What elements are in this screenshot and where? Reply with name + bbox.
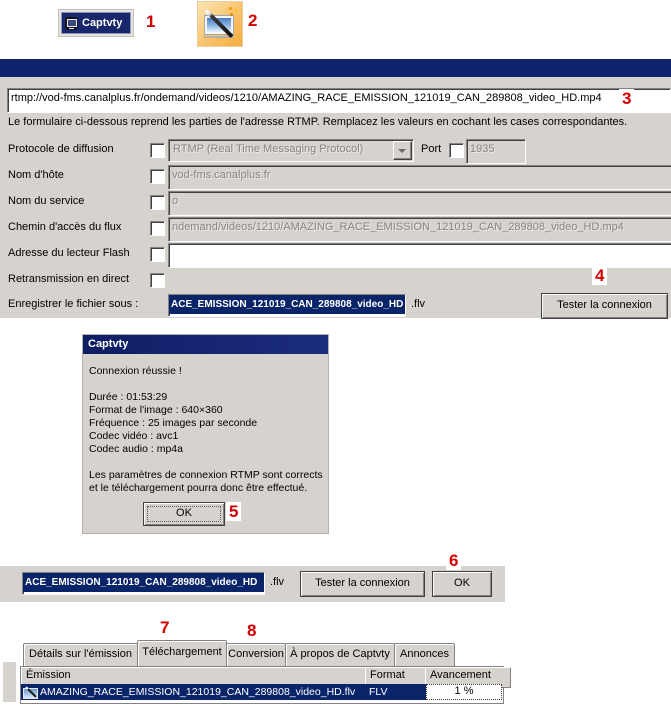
port-checkbox[interactable] [449, 143, 464, 158]
port-input[interactable] [466, 139, 526, 164]
stream-path-value: ndemand/videos/1210/AMAZING_RACE_EMISSION_121019_CAN_289808_video_HD.mp4 [172, 221, 624, 233]
stream-path-input[interactable] [168, 217, 671, 242]
monitor-icon [65, 17, 78, 30]
stream-path-checkbox[interactable] [150, 221, 165, 236]
step-3-annotation: 3 [619, 89, 634, 108]
form-instruction: Le formulaire ci-dessous reprend les parties de l'adresse RTMP. Remplacez les valeurs en cochant les cases correspondantes. [8, 116, 628, 128]
tab-label: Détails sur l'émission [29, 648, 132, 660]
taskbar-captvty-label: Captvty [82, 17, 123, 29]
dialog-line [89, 456, 326, 469]
download-row-emission: AMAZING_RACE_EMISSION_121019_CAN_289808_video_HD.flv [40, 686, 356, 698]
service-input[interactable] [168, 191, 671, 216]
wizard-toolbar-button[interactable] [197, 1, 243, 47]
dialog-body [89, 365, 326, 495]
window-title-bar-fragment [0, 59, 671, 77]
protocol-checkbox[interactable] [150, 143, 165, 158]
protocol-select[interactable] [168, 139, 414, 162]
save-as-extension: .flv [411, 298, 426, 310]
dialog-line [89, 378, 326, 391]
download-row-format-cell[interactable] [365, 684, 429, 700]
tab-telechargement[interactable] [137, 640, 227, 666]
tab-annonces[interactable] [394, 643, 455, 666]
port-label: Port [421, 143, 442, 155]
download-row-format: FLV [369, 686, 388, 698]
dialog-title: Captvty [88, 338, 129, 350]
flash-player-label: Adresse du lecteur Flash [8, 247, 130, 259]
host-value: vod-fms.canalplus.fr [172, 169, 271, 181]
port-value: 1935 [470, 143, 495, 155]
tab-a-propos-de-captvty[interactable] [285, 643, 395, 666]
dialog-line: Les paramètres de connexion RTMP sont corrects [89, 469, 323, 481]
service-label: Nom du service [8, 195, 85, 207]
tab-label: Annonces [400, 648, 449, 660]
download-row-emission-cell[interactable] [21, 684, 365, 700]
dialog-ok-button[interactable] [143, 502, 225, 526]
confirm-ok-button[interactable] [432, 571, 492, 597]
protocol-label: Protocole de diffusion [8, 143, 114, 155]
column-header-label: Format [370, 669, 405, 681]
dialog-line: Fréquence : 25 images par seconde [89, 417, 258, 429]
service-checkbox[interactable] [150, 195, 165, 210]
test-connection-button[interactable] [541, 293, 668, 319]
connection-success-dialog [82, 334, 329, 534]
live-checkbox[interactable] [150, 273, 165, 288]
confirm-filename-input[interactable] [22, 572, 265, 595]
sparkles-icon [229, 7, 232, 10]
column-header-label: Avancement [430, 669, 491, 681]
download-table [20, 666, 504, 704]
dialog-line: et le téléchargement pourra donc être effectué. [89, 482, 308, 494]
stream-path-label: Chemin d'accès du flux [8, 221, 122, 233]
tab-label: Téléchargement [142, 646, 222, 658]
dialog-ok-label: OK [176, 507, 192, 519]
focus-rectangle [147, 506, 221, 522]
confirm-test-connection-button[interactable] [300, 571, 425, 597]
dialog-line: Codec audio : mp4a [89, 443, 183, 455]
host-input[interactable] [168, 165, 671, 190]
rtmp-address-value: rtmp://vod-fms.canalplus.fr/ondemand/videos/1210/AMAZING_RACE_EMISSION_121019_CAN_289808_video_HD.mp4 [11, 92, 602, 104]
step-6-annotation: 6 [446, 551, 461, 570]
chevron-down-icon [393, 141, 412, 160]
test-connection-label: Tester la connexion [557, 299, 652, 311]
rtmp-address-input[interactable] [7, 88, 671, 113]
dialog-line: Format de l'image : 640×360 [89, 404, 223, 416]
host-label: Nom d'hôte [8, 169, 64, 181]
tab-conversion[interactable] [226, 643, 286, 666]
dialog-line: Connexion réussie ! [89, 365, 182, 377]
tab-label: À propos de Captvty [290, 648, 390, 660]
confirm-filename-selected-text: ACE_EMISSION_121019_CAN_289808_video_HD [23, 573, 264, 592]
host-checkbox[interactable] [150, 169, 165, 184]
step-5-annotation: 5 [226, 502, 241, 521]
step-7-annotation: 7 [157, 618, 172, 637]
monitor-screen [67, 19, 77, 27]
wizard-file-icon [23, 686, 38, 699]
download-row-progress: 1 % [454, 685, 474, 697]
taskbar-captvty-button[interactable] [58, 9, 134, 37]
step-1-annotation: 1 [143, 12, 158, 31]
confirm-ok-label: OK [454, 577, 470, 589]
flash-player-input[interactable] [168, 243, 671, 268]
confirm-extension: .flv [270, 576, 285, 588]
step-8-annotation: 8 [244, 621, 259, 640]
save-as-label: Enregistrer le fichier sous : [8, 298, 139, 310]
dialog-line: Durée : 01:53:29 [89, 391, 168, 403]
service-value: o [172, 195, 179, 207]
tab-details-emission[interactable] [23, 643, 138, 666]
flash-player-checkbox[interactable] [150, 247, 165, 262]
dialog-line: Codec vidéo : avc1 [89, 430, 179, 442]
download-row-progress-cell[interactable] [426, 684, 502, 700]
tab-label: Conversion [228, 648, 284, 660]
live-label: Retransmission en direct [8, 273, 130, 285]
column-header-label: Émission [26, 669, 71, 681]
save-as-selected-text: ACE_EMISSION_121019_CAN_289808_video_HD [169, 295, 405, 314]
confirm-test-connection-label: Tester la connexion [315, 577, 410, 589]
save-as-input[interactable] [168, 294, 406, 317]
dialog-title-bar[interactable] [83, 335, 328, 354]
protocol-value: RTMP (Real Time Messaging Protocol) [173, 143, 364, 155]
step-2-annotation: 2 [245, 11, 260, 30]
window-edge-strip [3, 662, 16, 702]
step-4-annotation: 4 [592, 266, 607, 285]
